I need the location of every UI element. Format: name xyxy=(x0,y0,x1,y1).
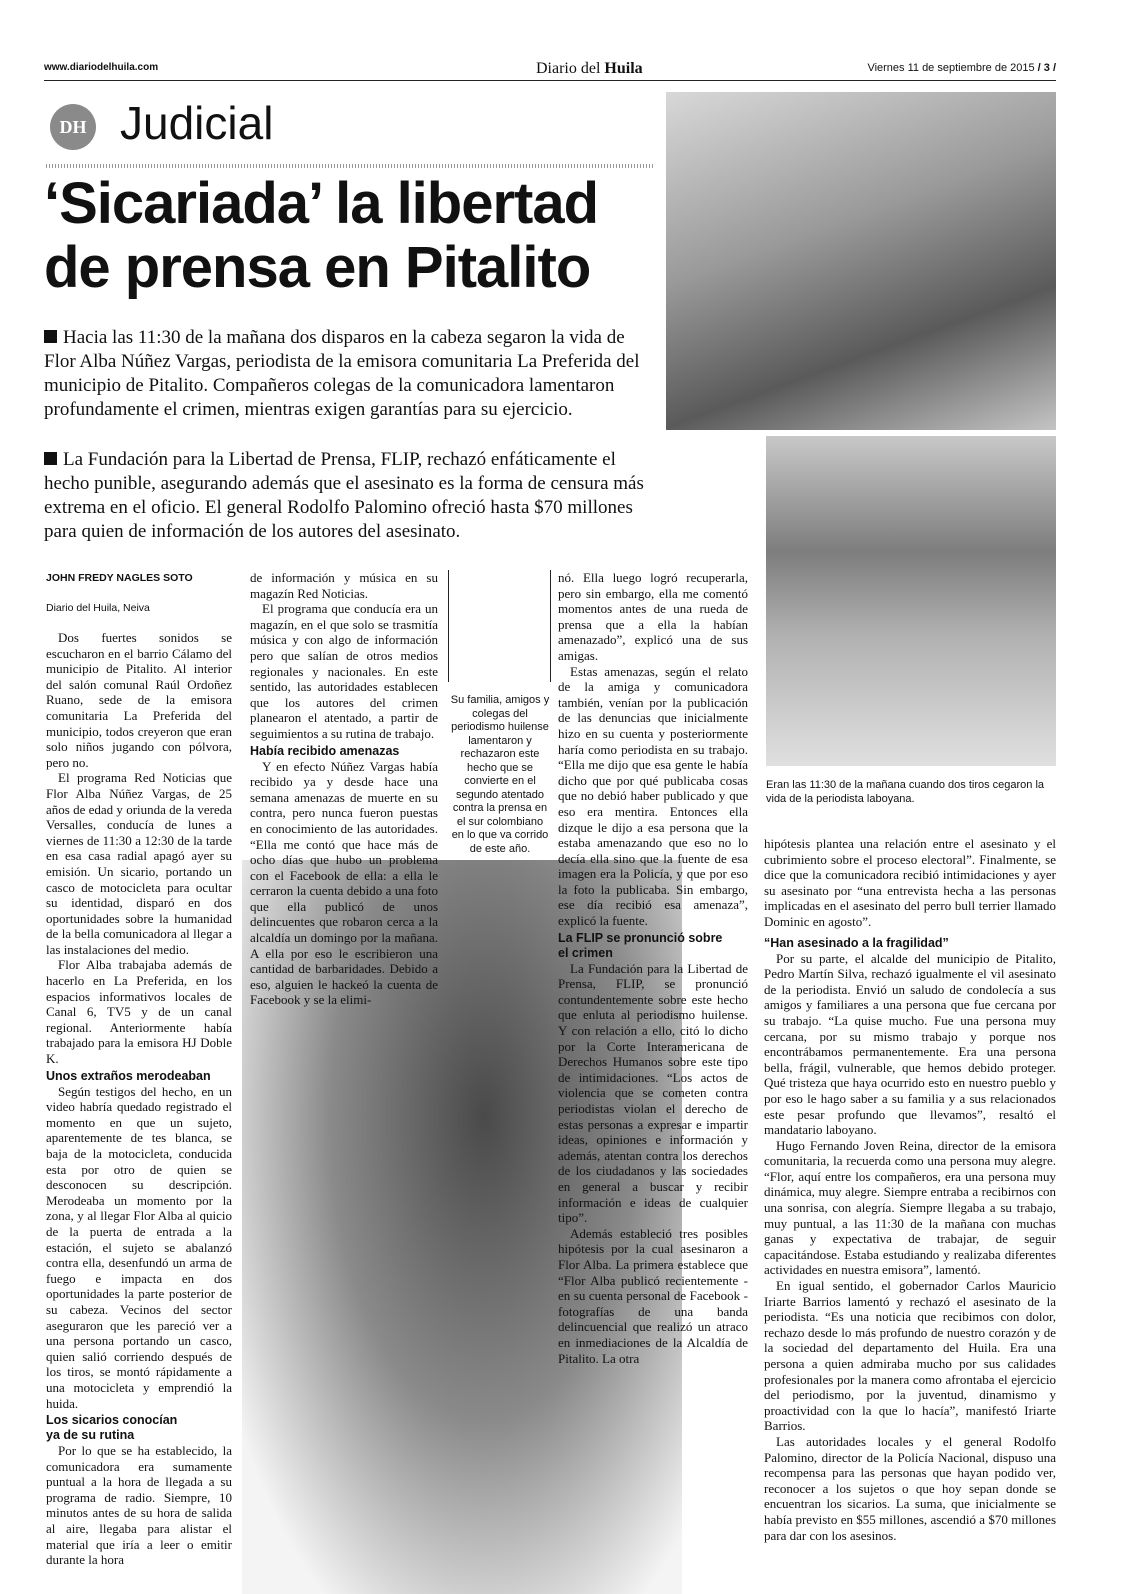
headline-line-1: ‘Sicariada’ la libertad xyxy=(44,171,599,236)
page-header xyxy=(44,60,1056,80)
author-byline: JOHN FREDY NAGLES SOTO xyxy=(46,572,193,584)
radio-station-photo xyxy=(766,436,1056,766)
article-column-4: hipótesis plantea una relación entre el asesinato y el cubrimiento sobre el proceso electoral”. Finalmente, se dice que la comunicadora recibió intimidaciones y ayer su asesinato por “una entrevista hecha a las personas implicadas en el asesinato del perro bull terrier llamado Dominic en agosto”. “Han asesinado a la fragilidad” Por su parte, el alcalde del municipio de Pitalito, Pedro Martín Silva, rechazó igualmente el vil asesinato de la periodista. Envió un saludo de condolecía a sus amigos y familiares a una persona que fue cercana por su trabajo. “La quise mucho. Fue una persona muy cercana, por su mismo trabajo y porque nos encontrábamos permanentemente. Era una persona bella, frágil, vulnerable, que hemos debido proteger. Qué tristeza que haya ocurrido esto en nuestro pueblo y por eso le hago saber a su familia y a sus relacionados este pesar profundo que llevamos”, resaltó el mandatario laboyano. Hugo Fernando Joven Reina, director de la emisora comunitaria, la recuerda como una persona muy alegre. “Flor, aquí entre los compañeros, era una persona muy dinámica, muy alegre. Siempre entraba a recibirnos con una sonrisa, con alegría. Siempre llegaba a su trabajo, muy puntual, a las 11:30 de la mañana con muchas ganas y expectativa de trabajar, de seguir capacitándose. Estaba estudiando y realizaba diferentes actividades en nuestra emisora”, lamentó. En igual sentido, el gobernador Carlos Mauricio Iriarte Barrios lamentó y rechazó el asesinato de la periodista. “Es una noticia que recibimos con dolor, rechazo desde lo más profundo de nuestro corazón y de la sociedad del departamento del Huila. Era una persona a quien admiraba mucho por sus calidades profesionales por la manera como afrontaba el ejercicio del periodismo, por la juventud, dinamismo y proactividad con la que lo hacía”, manifestó Iriarte Barrios. Las autoridades locales y el general Rodolfo Palomino, director de la Policía Nacional, dispuso una recompensa para las personas que hayan podido ver, reconocer a los sujetos o que hoy sepan donde se encuentran los sicarios. La suma, que inicialmente se había previsto en $55 millones, ascendió a $70 millones para dar con los asesinos. xyxy=(764,836,1056,1543)
site-url: www.diariodelhuila.com xyxy=(44,62,159,73)
headline-line-2: de prensa en Pitalito xyxy=(44,235,591,300)
crime-scene-photo xyxy=(666,92,1056,430)
article-column-1: Dos fuertes sonidos se escucharon en el barrio Cálamo del municipio de Pitalito. Al interior del salón comunal Raúl Ordoñez Ruano, sede de la emisora comunitaria La Preferida del municipio, todos creyeron que eran solo niños jugando con pólvora, pero no. El programa Red Noticias que Flor Alba Núñez Vargas, de 25 años de edad y oriunda de la vereda Versalles, conducía de lunes a viernes de 11:30 a 12:30 de la tarde en esa casa radial apagó ayer su emisión. Un sicario, portando un casco de motocicleta para ocultar su identidad, disparó en dos oportunidades sobre la humanidad de la bella comunicadora al llegar a las instalaciones del medio. Flor Alba trabajaba además de hacerlo en La Preferida, en los espacios informativos locales de Canal 6, TV5 y de un canal regional. Anteriormente había trabajado para la emisora HJ Doble K. Unos extraños merodeaban Según testigos del hecho, en un video habría quedado registrado el momento en que un sujeto, aparentemente de tes blanca, se baja de la motocicleta, conducida esta por otro de quien se desconocen su descripción. Merodeaba un momento por la zona, y al llegar Flor Alba al quicio de la puerta de entrada a la estación, el sujeto se abalanzó contra ella, desenfundó un arma de fuego e impacta en dos oportunidades la parte posterior de su cabeza. Vecinos del sector aseguraron que les pareció ver a una persona portando un casco, quien salió corriendo después de los tiros, se montó rápidamente a una motocicleta y emprendió la huida. Los sicarios conocían ya de su rutina Por lo que se ha establecido, la comunicadora era sumamente puntual a la hora de llegada a su programa de radio. Siempre, 10 minutos antes de su hora de salida al aire, llegaba para alistar el material que iría a leer o emitir durante la hora xyxy=(46,630,232,1568)
section-rule xyxy=(46,164,654,168)
source-line: Diario del Huila, Neiva xyxy=(46,602,150,614)
section-header xyxy=(46,90,346,160)
paper-name: Diario del Huila xyxy=(536,60,643,77)
dh-logo: DH xyxy=(50,104,96,150)
subhead: “Han asesinado a la fragilidad” xyxy=(764,935,949,950)
subhead: Los sicarios conocían ya de su rutina xyxy=(46,1413,178,1443)
photo-caption: Eran las 11:30 de la mañana cuando dos tiros cegaron la vida de la periodista laboyana. xyxy=(766,779,1045,805)
section-title: Judicial xyxy=(120,97,274,149)
subhead: Había recibido amenazas xyxy=(250,743,400,758)
column-divider xyxy=(550,570,551,682)
lead-paragraph-1: Hacia las 11:30 de la mañana dos disparos en la cabeza segaron la vida de Flor Alba Núñez Vargas, periodista de la emisora comunitaria La Preferida del municipio de Pitalito. Compañeros colegas de la comunicadora lamentaron profundamente el crimen, mientras exigen garantías para su ejercicio. xyxy=(44,327,640,420)
header-rule xyxy=(44,80,1056,81)
article-column-2: de información y música en su magazín Red Noticias. El programa que conducía era un magazín, en el que solo se trasmitía música y con algo de información pero que salían de otros medios regionales y nacionales. En este sentido, las autoridades establecen que los autores del crimen planearon el atentado, a partir de seguimientos a su rutina de trabajo. Había recibido amenazas Y en efecto Núñez Vargas había recibido ya y desde hace una semana amenazas de muerte en su contra, pero nunca fueron puestas en conocimiento de las autoridades. “Ella me contó que hace más de ocho días que hubo un problema con el Facebook de ella: a ella le cerraron la cuenta debido a una foto que ella publicó de unos delincuentes que robaron cerca a la alcaldía un domingo por la mañana. A ella por eso le escribieron una cantidad de barbaridades. Debido a eso, alguien le hackeó la cuenta de Facebook y se la elimi- xyxy=(250,570,438,1008)
page-number: / 3 / xyxy=(1037,62,1056,74)
square-bullet-icon xyxy=(44,330,57,343)
article-column-3: nó. Ella luego logró recuperarla, pero sin embargo, ella me comentó momentos antes de una rueda de prensa que a ella la habían amenazado”, explicó una de sus amigas. Estas amenazas, según el relato de la amiga y comunicadora también, venían por la publicación de las denuncias que inicialmente hizo en su cuenta y posteriormente haría como periodista en su trabajo. “Ella me dijo que esa gente le había dicho que por qué publicaba cosas que no debió haber publicado y que eso era mentira. Entonces ella dizque le dijo a esa persona que la estaba amenazando que eso no lo decía ella sino que la fuente de esa imagen era la Policía, y que por eso la foto la publicaba. Sin embargo, ese día recibió esa amenaza”, explicó la fuente. La FLIP se pronunció sobre el crimen La Fundación para la Libertad de Prensa, FLIP, se pronunció contundentemente sobre este hecho que enluta al periodismo huilense. Y con relación a ello, citó lo dicho por la Corte Interamericana de Derechos Humanos sobre este tipo de intimidaciones. “Los actos de violencia que se cometen contra periodistas violan el derecho de estas personas a expresar e impartir ideas, opiniones e información y además, atentan contra los derechos de los ciudadanos y las sociedades en general a buscar y recibir información e ideas de cualquier tipo”. Además estableció tres posibles hipótesis por la cual asesinaron a Flor Alba. La primera establece que “Flor Alba publicó recientemente - en su cuenta personal de Facebook - fotografías de una banda delincuencial que realizó un atraco en inmediaciones de la Alcaldía de Pitalito. La otra xyxy=(558,570,748,1366)
square-bullet-icon xyxy=(44,452,57,465)
issue-date: Viernes 11 de septiembre de 2015 / 3 / xyxy=(867,62,1056,74)
subhead: Unos extraños merodeaban xyxy=(46,1068,211,1083)
column-divider xyxy=(448,570,449,682)
headline xyxy=(44,172,664,300)
subhead: La FLIP se pronunció sobre el crimen xyxy=(558,930,723,960)
lead-paragraph-2: La Fundación para la Libertad de Prensa, FLIP, rechazó enfáticamente el hecho punible, asegurando además que el asesinato es la forma de censura más extrema en el oficio. El general Rodolfo Palomino ofreció hasta $70 millones para quien de información de los autores del asesinato. xyxy=(44,449,644,542)
pull-quote: Su familia, amigos y colegas del periodismo huilense lamentaron y rechazaron este hecho que se convierte en el segundo atentado contra la prensa en el sur colombiano en lo que va corrido de este año. xyxy=(450,694,550,855)
